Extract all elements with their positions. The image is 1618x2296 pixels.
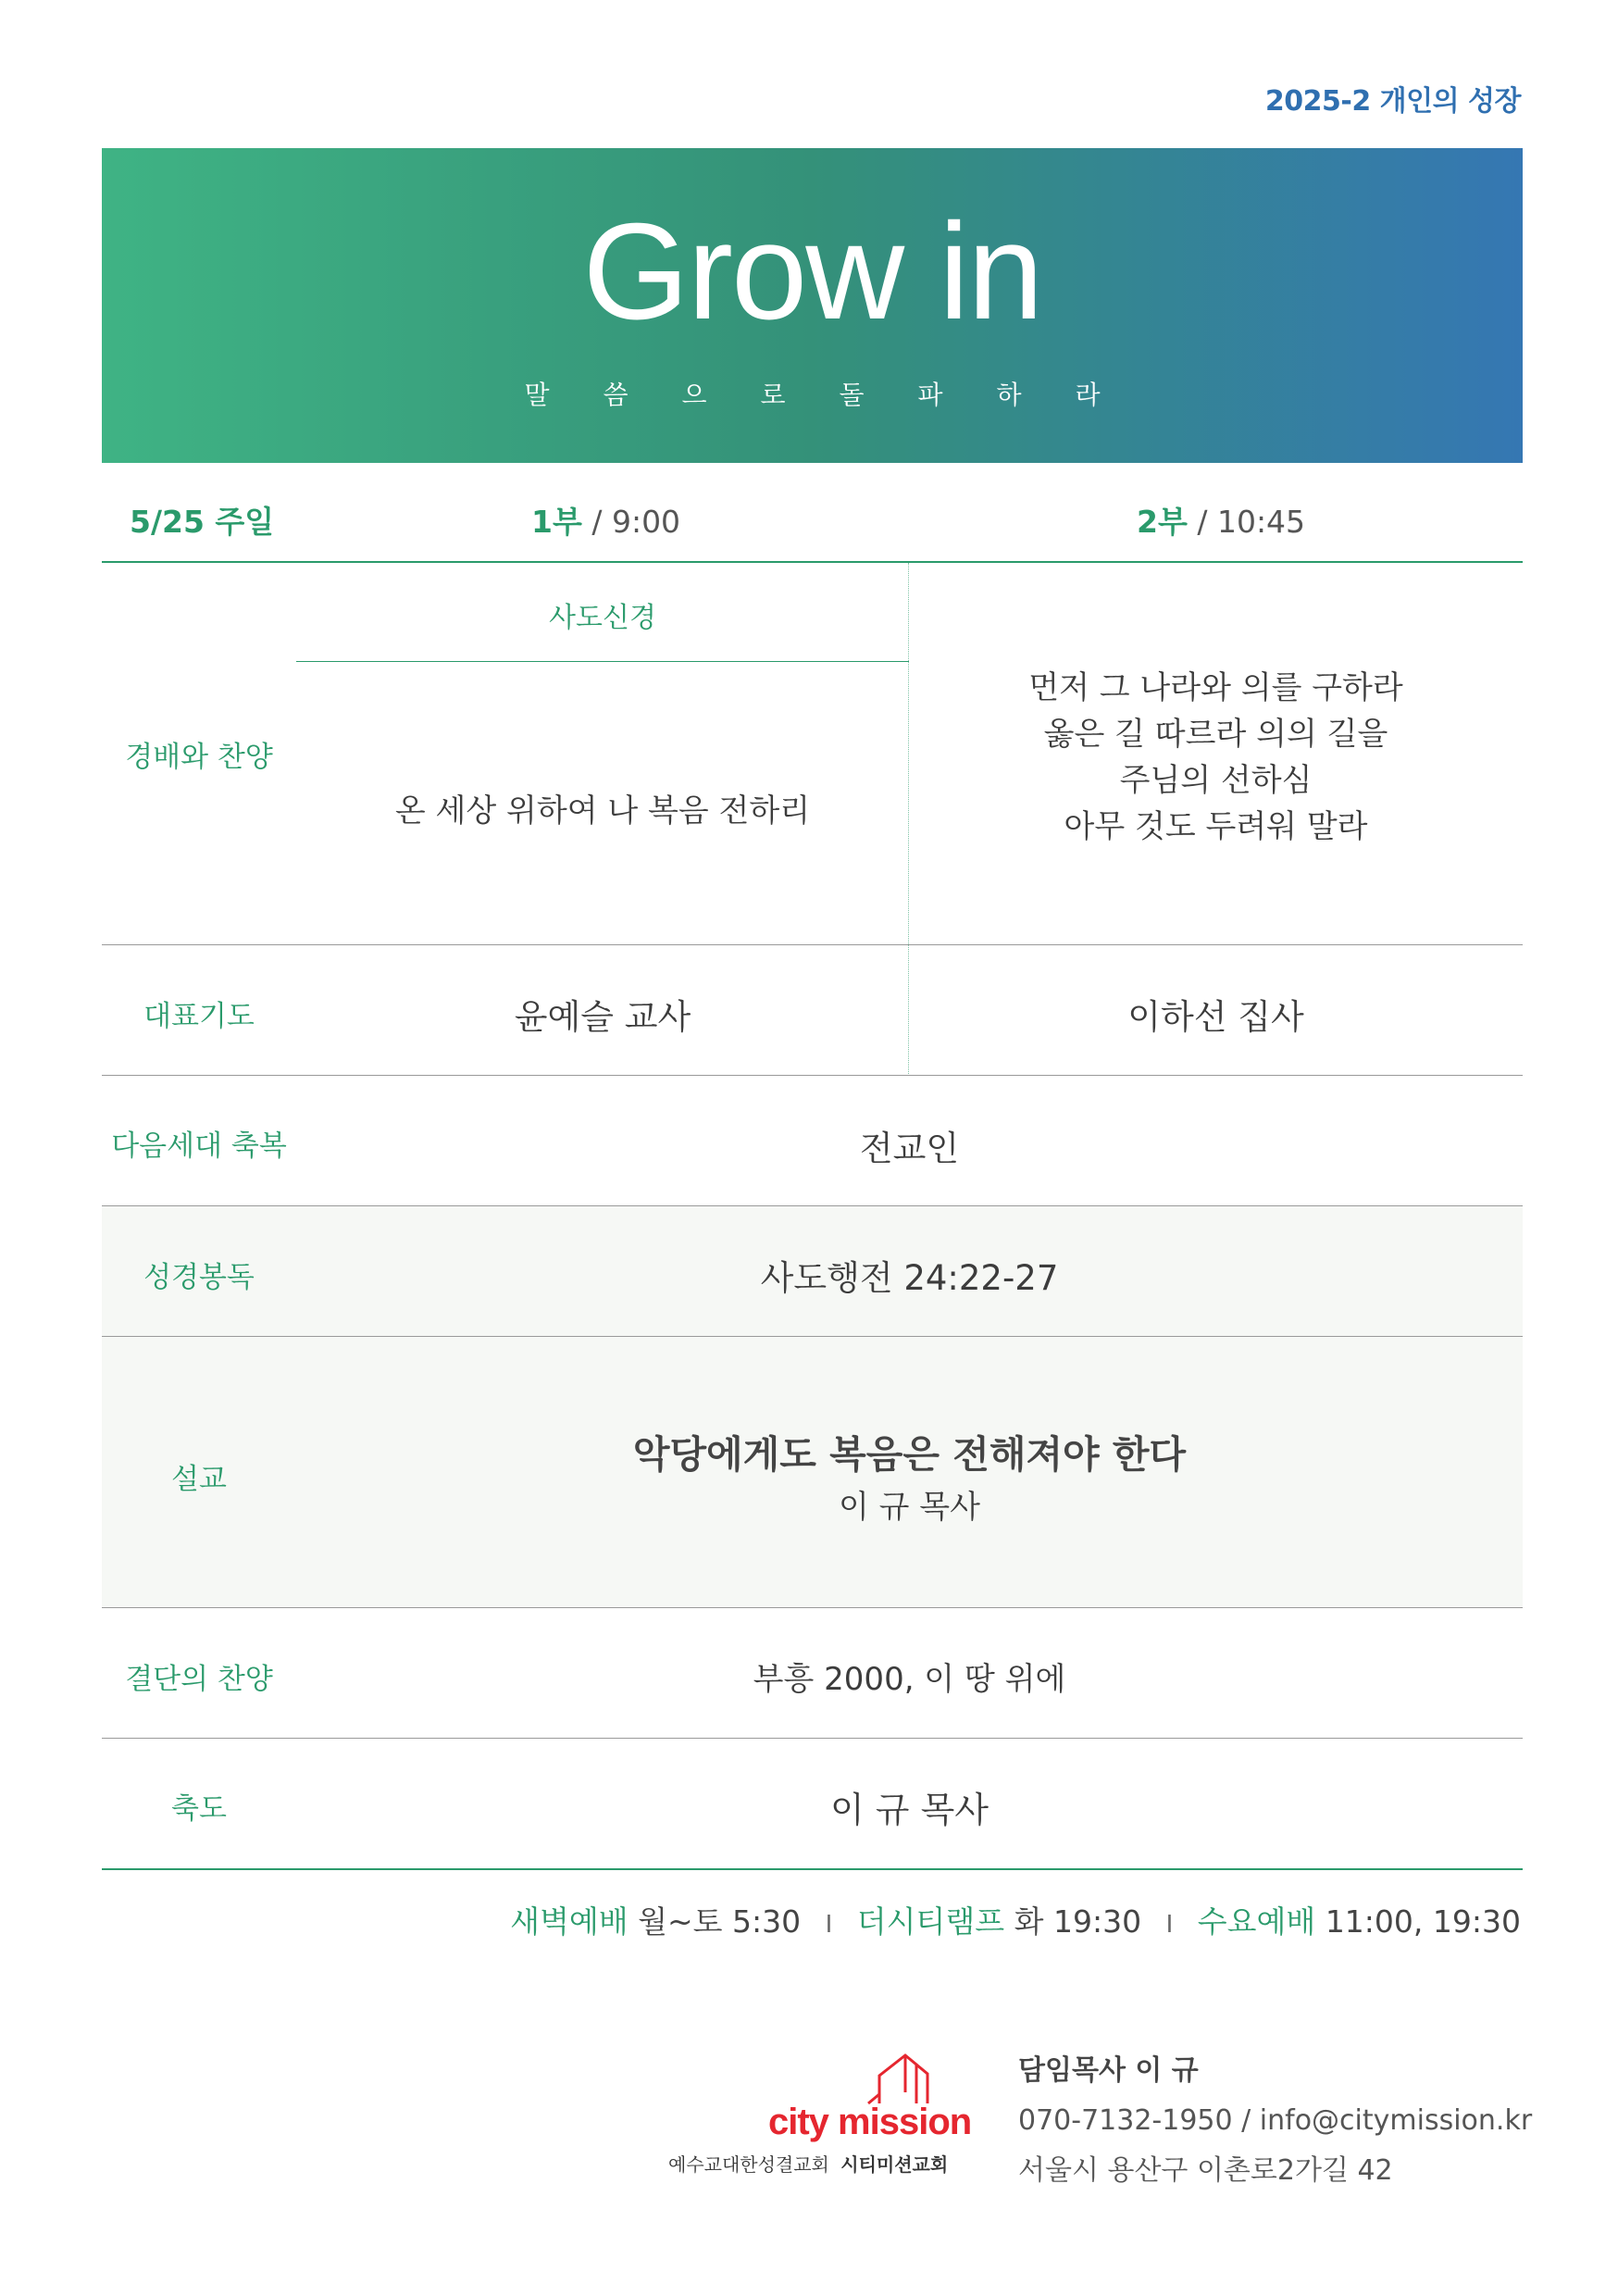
song-line: 먼저 그 나라와 의를 구하라	[1028, 669, 1403, 706]
decision-label: 결단의 찬양	[125, 1663, 273, 1696]
separator: I	[1165, 1911, 1174, 1939]
church-logo	[639, 2037, 972, 2194]
sermon-preacher: 이 규 목사	[839, 1489, 980, 1526]
row-divider	[102, 1607, 1523, 1608]
subtitle-char: 씀	[603, 380, 629, 410]
service1-song: 온 세상 위하여 나 복음 전하리	[394, 792, 811, 830]
senior-pastor: 담임목사 이 규	[1018, 2054, 1199, 2087]
sermon-title: 악당에게도 복음은 전해져야 한다	[632, 1432, 1187, 1477]
dawn-service-time: 월~토 5:30	[638, 1903, 802, 1940]
dawn-service-label: 새벽예배	[510, 1903, 629, 1940]
row-divider	[102, 944, 1523, 945]
subtitle-char: 말	[524, 380, 550, 410]
table-bottom-divider	[102, 1868, 1523, 1870]
weekly-service-times	[510, 1898, 1521, 1941]
subtitle-char: 로	[760, 380, 786, 410]
banner-title: Grow in	[582, 195, 1042, 348]
decision-value: 부흥 2000, 이 땅 위에	[753, 1661, 1066, 1698]
reading-label: 성경봉독	[143, 1261, 255, 1294]
separator: I	[825, 1911, 833, 1939]
banner-subtitle	[102, 375, 1523, 412]
row-divider	[102, 1336, 1523, 1337]
service2-prayer: 이하선 집사	[1127, 997, 1304, 1037]
title-banner	[102, 148, 1523, 463]
church-contact	[1018, 2046, 1532, 2196]
service-date: 5/25 주일	[130, 504, 275, 540]
service2-songs	[909, 665, 1523, 850]
worship-label: 경배와 찬양	[125, 741, 273, 774]
song-line: 옳은 길 따르라 의의 길을	[1043, 716, 1388, 753]
subtitle-char: 파	[917, 380, 943, 410]
header-divider	[102, 561, 1523, 563]
blessing-value: 전교인	[859, 1129, 960, 1168]
series-label: 2025-2 개인의 성장	[1264, 85, 1521, 118]
blessing-label: 다음세대 축복	[111, 1129, 287, 1163]
creed-divider	[296, 661, 909, 662]
logo-wordmark: city mission	[768, 2102, 972, 2142]
church-address: 서울시 용산구 이촌로2가길 42	[1018, 2154, 1393, 2187]
wednesday-service-label: 수요예배	[1197, 1903, 1316, 1940]
service1-header: 1부 / 9:00	[531, 504, 681, 540]
row-divider	[102, 1075, 1523, 1076]
sermon-label: 설교	[171, 1463, 227, 1496]
prayer-label: 대표기도	[143, 1000, 255, 1033]
song-line: 주님의 선하심	[1119, 762, 1313, 799]
logo-subtitle: 예수교대한성결교회 시티미션교회	[668, 2153, 949, 2176]
lamp-service-time: 화 19:30	[1014, 1903, 1142, 1940]
benediction-label: 축도	[171, 1792, 227, 1826]
subtitle-char: 라	[1075, 380, 1101, 410]
reading-value: 사도행전 24:22-27	[760, 1258, 1059, 1298]
service2-header: 2부 / 10:45	[1137, 504, 1306, 540]
row-divider	[102, 1738, 1523, 1739]
lamp-service-label: 더시티램프	[856, 1903, 1005, 1940]
phone-email: 070-7132-1950 / info@citymission.kr	[1018, 2104, 1533, 2137]
song-line: 아무 것도 두려워 말라	[1064, 808, 1368, 845]
subtitle-char: 돌	[839, 380, 865, 410]
row-divider	[102, 1205, 1523, 1206]
subtitle-char: 하	[996, 380, 1022, 410]
service1-prayer: 윤예슬 교사	[514, 997, 691, 1037]
benediction-value: 이 규 목사	[830, 1790, 989, 1830]
subtitle-char: 으	[681, 380, 707, 410]
wednesday-service-time: 11:00, 19:30	[1325, 1903, 1521, 1940]
apostles-creed: 사도신경	[549, 602, 656, 634]
